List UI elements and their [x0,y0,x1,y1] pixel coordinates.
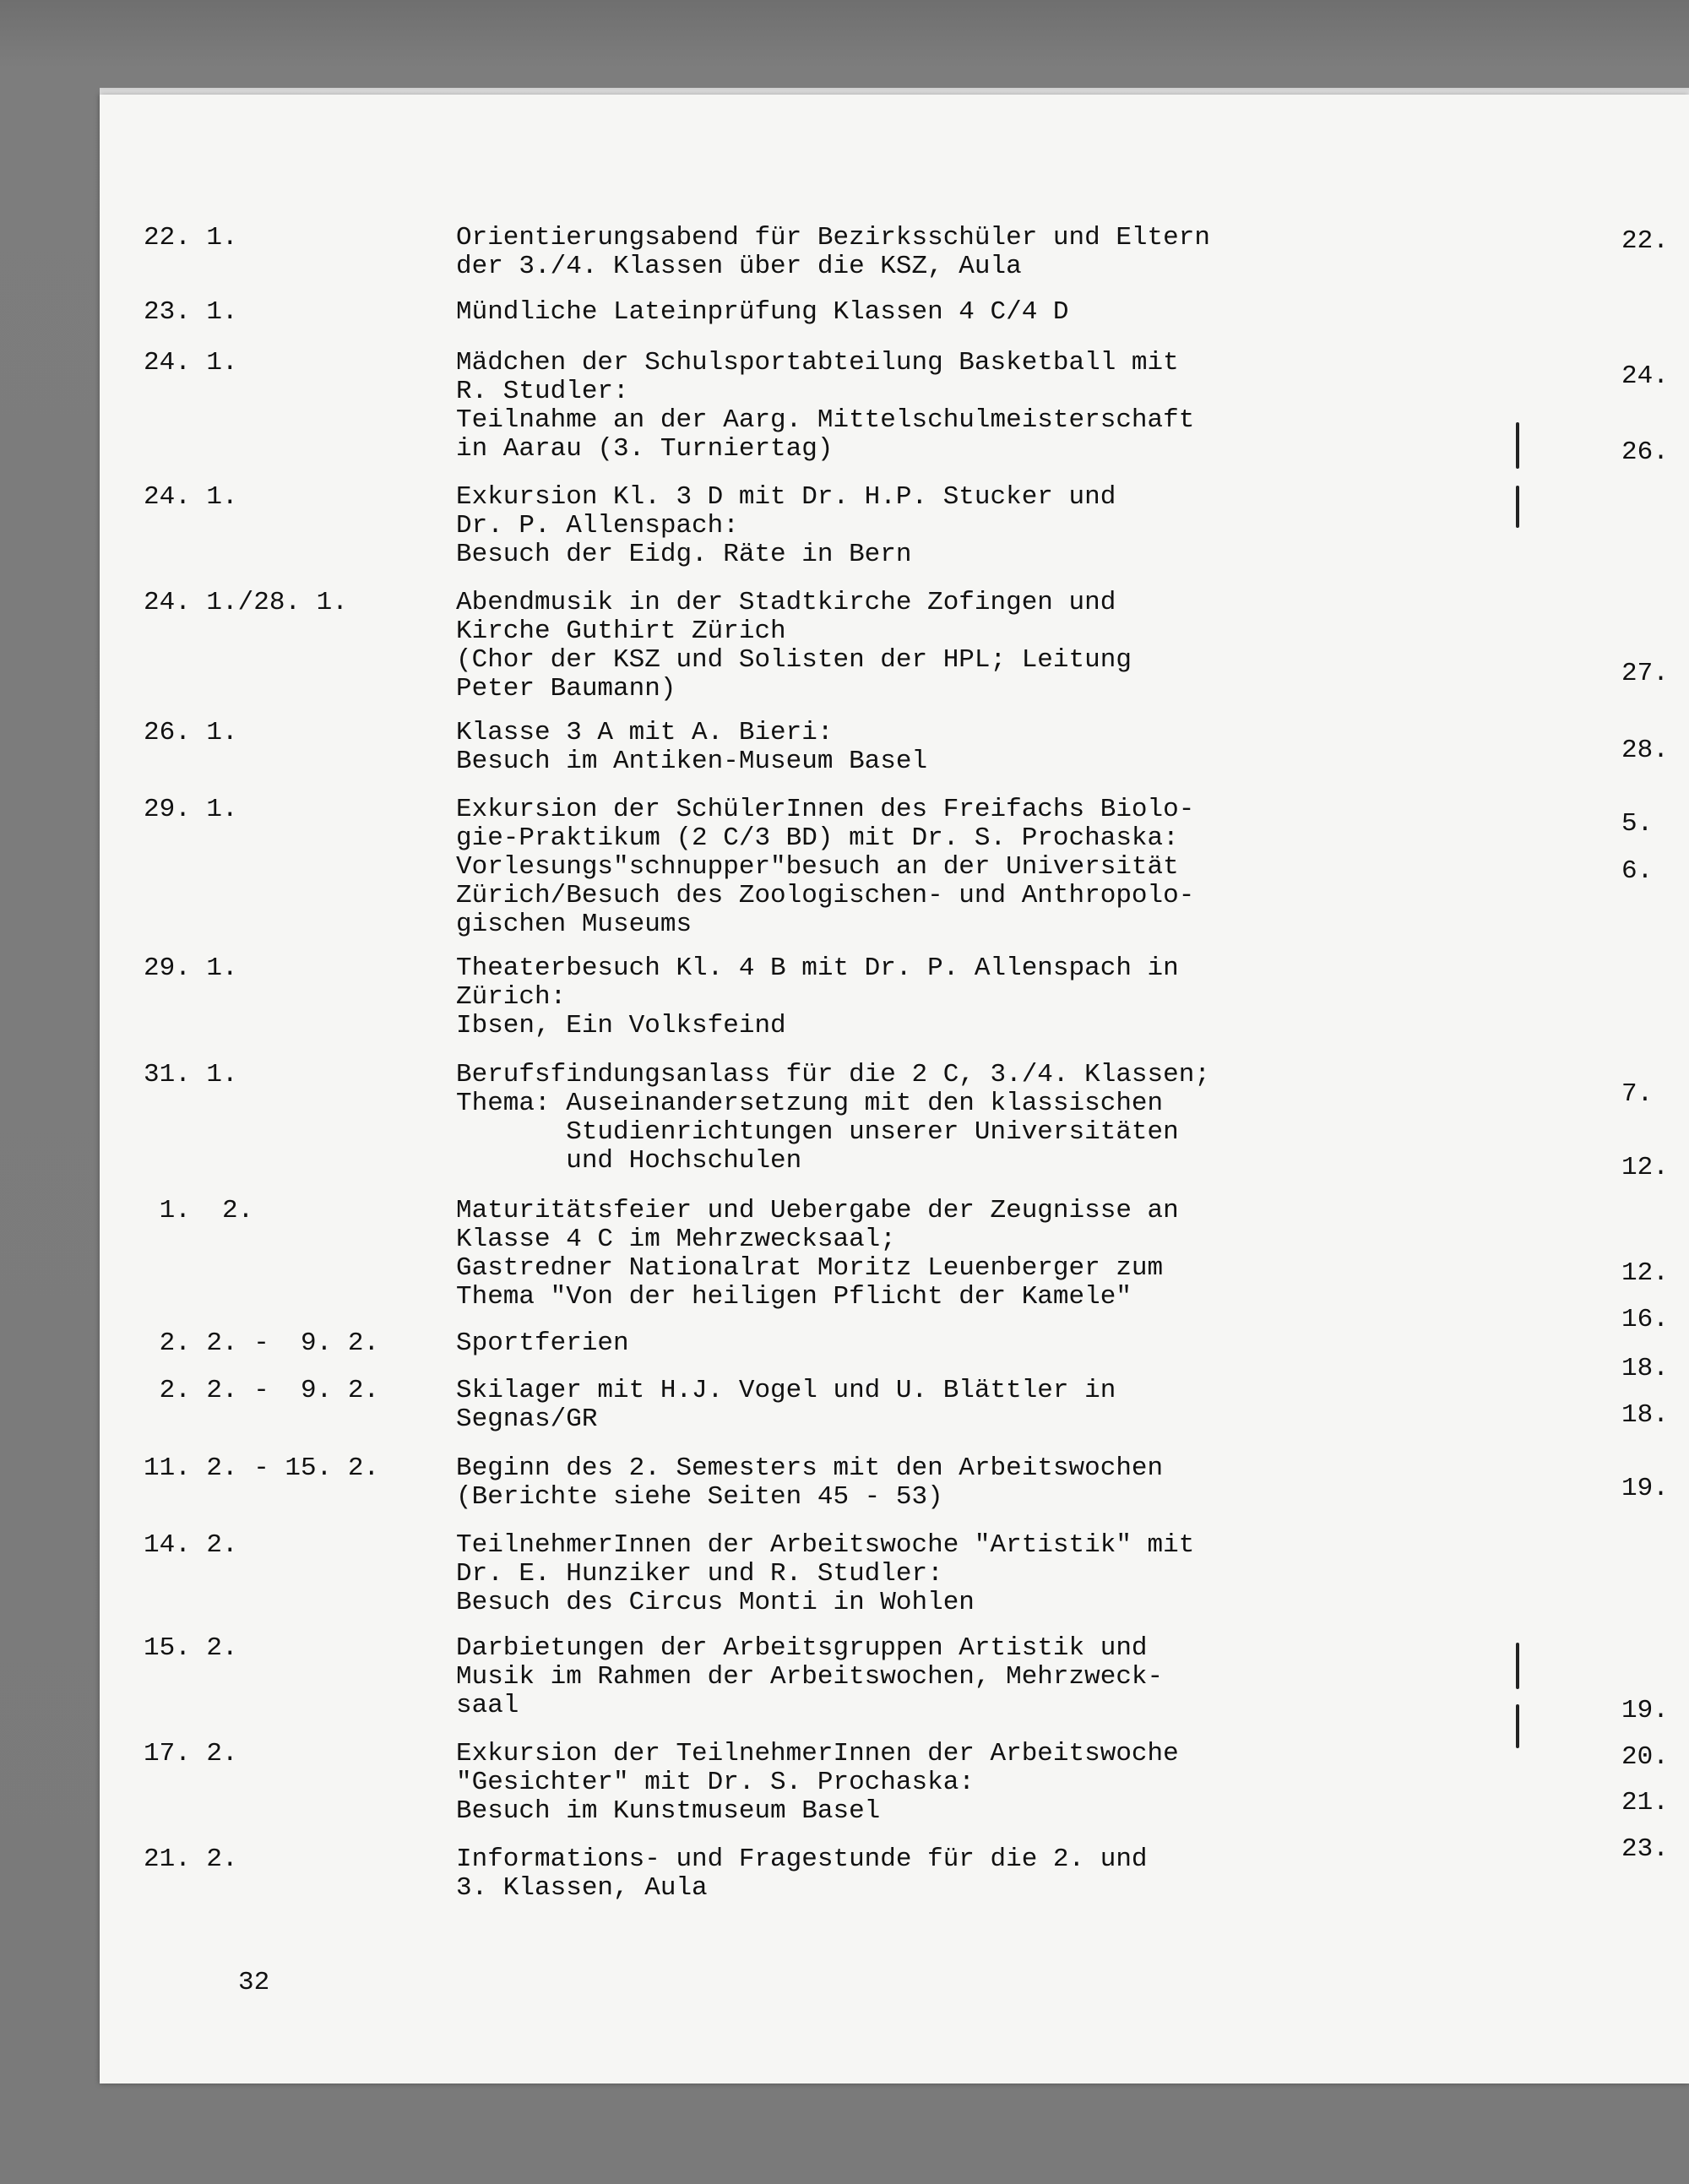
entry [144,1454,1301,1512]
entry-text: Abendmusik in der Stadtkirche Zofingen und Kirche Guthirt Zürich (Chor der KSZ und Solisten der HPL; Leitung Peter Baumann) [456,588,1132,704]
next-page-date: 5. [1621,809,1654,839]
entry-date: 24. 1./28. 1. [144,588,348,617]
entry [144,796,1301,939]
margin-mark [1516,1704,1519,1748]
entry [144,954,1301,1040]
entry [144,483,1301,569]
next-page-date: 18. [1621,1354,1669,1383]
entry [144,719,1301,776]
next-page-date: 24. [1621,361,1669,391]
entry-date: 22. 1. [144,223,238,253]
entry-text: Informations- und Fragestunde für die 2. und 3. Klassen, Aula [456,1844,1148,1903]
entry-date: 1. 2. [144,1196,254,1225]
entry [144,1329,1301,1358]
entry-date: 11. 2. - 15. 2. [144,1453,380,1483]
entry-date: 23. 1. [144,297,238,327]
margin-mark [1516,422,1519,469]
entry-text: Maturitätsfeier und Uebergabe der Zeugnisse an Klasse 4 C im Mehrzwecksaal; Gastredner Nationalrat Moritz Leuenberger zum Thema "Von der heiligen Pflicht der Kamele" [456,1196,1179,1312]
entry [144,349,1301,464]
margin-mark [1516,1643,1519,1689]
next-page-date: 20. [1621,1742,1669,1772]
next-page-date: 23. [1621,1834,1669,1864]
next-page-edge [1621,0,1689,2184]
next-page-date: 21. [1621,1788,1669,1817]
next-page-date: 12. [1621,1153,1669,1182]
page-number: 32 [238,1968,270,1997]
next-page-date: 28. [1621,736,1669,765]
entry-text: Klasse 3 A mit A. Bieri: Besuch im Antiken-Museum Basel [456,718,928,776]
entry-date: 24. 1. [144,482,238,512]
entry-date: 2. 2. - 9. 2. [144,1376,380,1405]
entry-text: Darbietungen der Arbeitsgruppen Artistik und Musik im Rahmen der Arbeitswochen, Mehrzweck- saal [456,1633,1164,1720]
entry-text: Skilager mit H.J. Vogel und U. Blättler in Segnas/GR [456,1376,1116,1434]
entry-date: 21. 2. [144,1844,238,1874]
next-page-date: 19. [1621,1474,1669,1503]
entry-text: Berufsfindungsanlass für die 2 C, 3./4. Klassen; Thema: Auseinandersetzung mit den klassischen Studienrichtungen unserer Universitäten und Hochschulen [456,1060,1210,1176]
entry-text: TeilnehmerInnen der Arbeitswoche "Artistik" mit Dr. E. Hunziker und R. Studler: Besuch des Circus Monti in Wohlen [456,1530,1195,1617]
entry [144,1197,1301,1312]
entry-date: 17. 2. [144,1739,238,1768]
entry-text: Orientierungsabend für Bezirksschüler und Eltern der 3./4. Klassen über die KSZ, Aula [456,223,1210,281]
entry-date: 2. 2. - 9. 2. [144,1328,380,1358]
entry-text: Beginn des 2. Semesters mit den Arbeitswochen (Berichte siehe Seiten 45 - 53) [456,1453,1164,1512]
next-page-date: 26. [1621,437,1669,467]
entry-date: 14. 2. [144,1530,238,1560]
entry [144,224,1301,281]
entry-date: 29. 1. [144,795,238,824]
entry [144,1845,1301,1903]
entry [144,298,1301,327]
next-page-date: 22. [1621,226,1669,256]
next-page-date: 19. [1621,1696,1669,1725]
entry [144,1634,1301,1720]
next-page-date: 6. [1621,856,1654,886]
entry [144,1740,1301,1826]
next-page-date: 18. [1621,1400,1669,1430]
entry-text: Exkursion der TeilnehmerInnen der Arbeitswoche "Gesichter" mit Dr. S. Prochaska: Besuch im Kunstmuseum Basel [456,1739,1179,1826]
next-page-date: 12. [1621,1258,1669,1288]
next-page-date: 27. [1621,659,1669,688]
entry [144,589,1301,704]
entry-date: 15. 2. [144,1633,238,1663]
entry-text: Mündliche Lateinprüfung Klassen 4 C/4 D [456,297,1069,327]
entry-text: Mädchen der Schulsportabteilung Basketball mit R. Studler: Teilnahme an der Aarg. Mittelschulmeisterschaft in Aarau (3. Turniertag) [456,348,1195,464]
entry-date: 24. 1. [144,348,238,378]
entry-text: Exkursion der SchülerInnen des Freifachs Biolo- gie-Praktikum (2 C/3 BD) mit Dr. S. Prochaska: Vorlesungs"schnupper"besuch an der Universität Zürich/Besuch des Zoologischen- und Anthropolo- gischen Museums [456,795,1195,939]
entry [144,1377,1301,1434]
entry-date: 26. 1. [144,718,238,747]
entry-text: Exkursion Kl. 3 D mit Dr. H.P. Stucker und Dr. P. Allenspach: Besuch der Eidg. Räte in Bern [456,482,1116,569]
entry [144,1531,1301,1617]
entry-date: 31. 1. [144,1060,238,1089]
next-page-date: 7. [1621,1079,1654,1109]
entry-text: Sportferien [456,1328,629,1358]
entry-text: Theaterbesuch Kl. 4 B mit Dr. P. Allenspach in Zürich: Ibsen, Ein Volksfeind [456,953,1179,1040]
entry-date: 29. 1. [144,953,238,983]
next-page-date: 16. [1621,1305,1669,1334]
entry [144,1061,1301,1176]
margin-mark [1516,486,1519,528]
